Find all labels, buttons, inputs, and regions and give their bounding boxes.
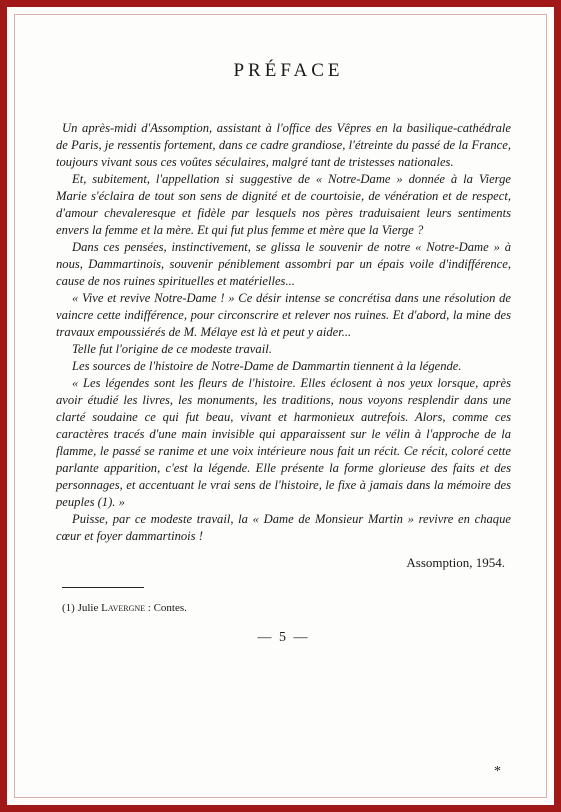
footnote-marker: (1) [62,602,75,614]
paragraph: « Les légendes sont les fleurs de l'histoire. Elles éclosent à nos yeux lorsque, après avoir étudié les livres, les monuments, les traditions, nous voyons resplendir dans une clarté soudaine ce qui fut beau, vivant et harmonieux autrefois. Alors, comme ces caractères tracés d'une main invisible qui apparaissent sur le vélin à l'approche de la flamme, le passé se ranime et une voix intérieure nous fait un récit. Ce récit, coloré cette parlante apparition, c'est la légende. Elle présente la forme glorieuse des faits et des personnages, et accentuant le vrai sens de l'histoire, le fixe à jamais dans la mémoire des peuples (1). » [56,376,511,509]
footnote-divider [62,587,144,588]
paragraph: Un après-midi d'Assomption, assistant à l'office des Vêpres en la basilique-cathédrale de Paris, je ressentis fortement, dans ce cadre grandiose, l'étreinte du passé de la France, toujours vivant sous ces voûtes séculaires, malgré tant de tristesses nationales. [56,121,511,169]
signature-date: Assomption, 1954. [406,555,505,570]
page-number: — 5 — [257,630,310,645]
preface-body [56,120,511,545]
footnote-author-first: Julie [77,602,99,614]
document-page [56,60,511,646]
paragraph: Puisse, par ce modeste travail, la « Dame de Monsieur Martin » revivre en chaque cœur et foyer dammartinois ! [56,512,511,543]
footnote-work: : Contes. [147,602,187,614]
paragraph: Dans ces pensées, instinctivement, se glissa le souvenir de notre « Notre-Dame » à nous, Dammartinois, souvenir péniblement assombri par un épais voile d'indifférence, cause de nos ruines spirituelles et matérielles... [56,240,511,288]
page-title: PRÉFACE [233,60,344,81]
footnote [62,602,511,614]
paragraph: Et, subitement, l'appellation si suggestive de « Notre-Dame » donnée à la Vierge Marie s'éclaira de tout son sens de dignité et de courtoisie, de vénération et de respect, d'amour chevaleresque et fidèle par lesquels nos pères traduisaient leurs sentiments envers la femme et la mère. Et qui fut plus femme et mère que la Vierge ? [56,172,511,237]
footnote-author-last: Lavergne [101,602,146,614]
paragraph: « Vive et revive Notre-Dame ! » Ce désir intense se concrétisa dans une résolution de vaincre cette indifférence, pour circonscrire et relever nos ruines. Et d'abord, la mine des travaux empoussiérés de M. Mélaye est là et peut y aider... [56,291,511,339]
paragraph: Telle fut l'origine de ce modeste travail. [72,342,272,356]
paragraph: Les sources de l'histoire de Notre-Dame de Dammartin tiennent à la légende. [72,359,462,373]
asterisk-ornament: * [494,764,501,779]
